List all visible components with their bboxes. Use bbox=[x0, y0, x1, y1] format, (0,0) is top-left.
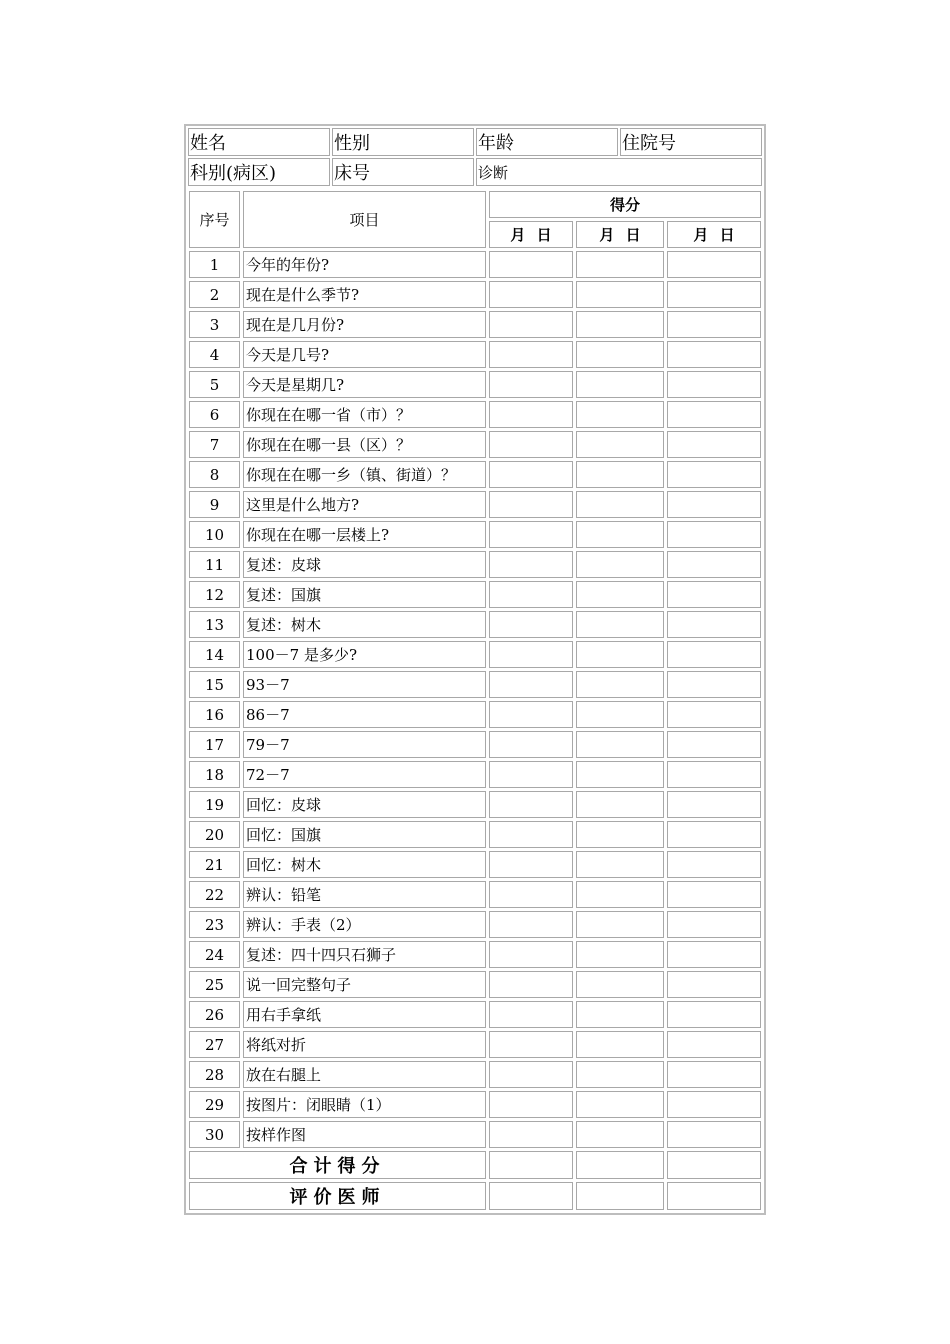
row-number: 6 bbox=[189, 401, 240, 428]
score-cell[interactable] bbox=[576, 1121, 664, 1148]
score-cell[interactable] bbox=[667, 761, 761, 788]
score-cell[interactable] bbox=[489, 491, 573, 518]
score-cell[interactable] bbox=[667, 1121, 761, 1148]
score-cell[interactable] bbox=[489, 581, 573, 608]
seq-header: 序号 bbox=[189, 191, 240, 248]
score-cell[interactable] bbox=[489, 311, 573, 338]
table-row bbox=[189, 551, 761, 578]
score-cell[interactable] bbox=[667, 251, 761, 278]
row-item: 今天是几号? bbox=[243, 341, 486, 368]
table-row bbox=[189, 911, 761, 938]
row-item: 用右手拿纸 bbox=[243, 1001, 486, 1028]
row-number: 3 bbox=[189, 311, 240, 338]
row-number: 22 bbox=[189, 881, 240, 908]
row-item: 回忆：树木 bbox=[243, 851, 486, 878]
score-cell[interactable] bbox=[576, 551, 664, 578]
score-cell[interactable] bbox=[576, 371, 664, 398]
score-cell[interactable] bbox=[489, 551, 573, 578]
row-number: 5 bbox=[189, 371, 240, 398]
row-item: 将纸对折 bbox=[243, 1031, 486, 1058]
row-item: 回忆：国旗 bbox=[243, 821, 486, 848]
score-cell[interactable] bbox=[489, 251, 573, 278]
score-cell[interactable] bbox=[489, 701, 573, 728]
table-row bbox=[189, 461, 761, 488]
row-item: 79－7 bbox=[243, 731, 486, 758]
row-number: 10 bbox=[189, 521, 240, 548]
score-cell[interactable] bbox=[667, 1031, 761, 1058]
row-item: 这里是什么地方? bbox=[243, 491, 486, 518]
row-number: 26 bbox=[189, 1001, 240, 1028]
score-cell[interactable] bbox=[576, 1031, 664, 1058]
score-cell[interactable] bbox=[576, 431, 664, 458]
item-header: 项目 bbox=[243, 191, 486, 248]
row-item: 86－7 bbox=[243, 701, 486, 728]
score-cell[interactable] bbox=[489, 1121, 573, 1148]
score-cell[interactable] bbox=[576, 491, 664, 518]
score-cell[interactable] bbox=[489, 941, 573, 968]
score-cell[interactable] bbox=[489, 791, 573, 818]
table-row bbox=[189, 701, 761, 728]
row-item: 今年的年份? bbox=[243, 251, 486, 278]
score-cell[interactable] bbox=[489, 641, 573, 668]
row-number: 13 bbox=[189, 611, 240, 638]
table-row bbox=[189, 251, 761, 278]
assessment-form bbox=[184, 124, 766, 1215]
score-cell[interactable] bbox=[576, 731, 664, 758]
row-number: 29 bbox=[189, 1091, 240, 1118]
score-cell[interactable] bbox=[576, 851, 664, 878]
row-item: 复述：树木 bbox=[243, 611, 486, 638]
score-cell[interactable] bbox=[667, 1182, 761, 1210]
score-cell[interactable] bbox=[667, 911, 761, 938]
score-cell[interactable] bbox=[667, 641, 761, 668]
score-table bbox=[186, 188, 764, 1213]
score-cell[interactable] bbox=[489, 1182, 573, 1210]
score-cell[interactable] bbox=[576, 251, 664, 278]
score-cell[interactable] bbox=[667, 1151, 761, 1179]
score-cell[interactable] bbox=[576, 611, 664, 638]
table-row bbox=[189, 431, 761, 458]
row-item: 按图片：闭眼睛（1） bbox=[243, 1091, 486, 1118]
score-cell[interactable] bbox=[489, 431, 573, 458]
score-cell[interactable] bbox=[489, 881, 573, 908]
table-row bbox=[189, 281, 761, 308]
patient-info-table bbox=[186, 126, 764, 188]
row-number: 28 bbox=[189, 1061, 240, 1088]
score-cell[interactable] bbox=[576, 821, 664, 848]
table-row bbox=[189, 491, 761, 518]
score-cell[interactable] bbox=[489, 611, 573, 638]
table-row bbox=[189, 1061, 761, 1088]
row-number: 24 bbox=[189, 941, 240, 968]
row-number: 21 bbox=[189, 851, 240, 878]
score-cell[interactable] bbox=[576, 1182, 664, 1210]
score-cell[interactable] bbox=[576, 401, 664, 428]
table-row bbox=[189, 371, 761, 398]
score-cell[interactable] bbox=[489, 401, 573, 428]
admission-no-label: 住院号 bbox=[620, 128, 762, 156]
row-number: 18 bbox=[189, 761, 240, 788]
row-number: 20 bbox=[189, 821, 240, 848]
row-item: 你现在在哪一乡（镇、街道）？ bbox=[243, 461, 486, 488]
row-number: 7 bbox=[189, 431, 240, 458]
score-cell[interactable] bbox=[489, 1091, 573, 1118]
score-cell[interactable] bbox=[489, 1001, 573, 1028]
row-item: 复述：皮球 bbox=[243, 551, 486, 578]
score-cell[interactable] bbox=[667, 881, 761, 908]
row-item: 今天是星期几? bbox=[243, 371, 486, 398]
row-item: 现在是几月份? bbox=[243, 311, 486, 338]
score-cell[interactable] bbox=[667, 1061, 761, 1088]
row-number: 4 bbox=[189, 341, 240, 368]
score-cell[interactable] bbox=[489, 341, 573, 368]
table-row bbox=[189, 401, 761, 428]
score-header: 得分 bbox=[489, 191, 761, 218]
score-cell[interactable] bbox=[667, 461, 761, 488]
table-row bbox=[189, 821, 761, 848]
row-item: 你现在在哪一层楼上? bbox=[243, 521, 486, 548]
score-cell[interactable] bbox=[489, 1031, 573, 1058]
score-cell[interactable] bbox=[489, 671, 573, 698]
row-item: 你现在在哪一省（市）？ bbox=[243, 401, 486, 428]
score-cell[interactable] bbox=[667, 551, 761, 578]
score-cell[interactable] bbox=[667, 851, 761, 878]
row-item: 放在右腿上 bbox=[243, 1061, 486, 1088]
row-number: 27 bbox=[189, 1031, 240, 1058]
score-cell[interactable] bbox=[576, 1091, 664, 1118]
row-item: 你现在在哪一县（区）？ bbox=[243, 431, 486, 458]
score-cell[interactable] bbox=[667, 1001, 761, 1028]
row-item: 复述：国旗 bbox=[243, 581, 486, 608]
score-cell[interactable] bbox=[667, 791, 761, 818]
evaluating-doctor-label: 评价医师 bbox=[189, 1182, 486, 1210]
score-cell[interactable] bbox=[576, 641, 664, 668]
table-row bbox=[189, 731, 761, 758]
bed-no-label: 床号 bbox=[332, 158, 474, 186]
score-cell[interactable] bbox=[489, 971, 573, 998]
table-row bbox=[189, 1001, 761, 1028]
score-cell[interactable] bbox=[576, 701, 664, 728]
score-cell[interactable] bbox=[667, 971, 761, 998]
row-item: 72－7 bbox=[243, 761, 486, 788]
score-cell[interactable] bbox=[489, 821, 573, 848]
score-cell[interactable] bbox=[667, 431, 761, 458]
table-row bbox=[189, 641, 761, 668]
table-row bbox=[189, 671, 761, 698]
score-cell[interactable] bbox=[576, 881, 664, 908]
date-header-2: 月 日 bbox=[576, 221, 664, 248]
score-cell[interactable] bbox=[576, 941, 664, 968]
score-cell[interactable] bbox=[667, 701, 761, 728]
row-number: 16 bbox=[189, 701, 240, 728]
table-row bbox=[189, 1031, 761, 1058]
table-row bbox=[189, 761, 761, 788]
score-cell[interactable] bbox=[576, 521, 664, 548]
table-row bbox=[189, 581, 761, 608]
date-header-3: 月 日 bbox=[667, 221, 761, 248]
row-item: 回忆：皮球 bbox=[243, 791, 486, 818]
score-cell[interactable] bbox=[489, 1061, 573, 1088]
table-row bbox=[189, 341, 761, 368]
age-label: 年龄 bbox=[476, 128, 618, 156]
row-item: 辨认：铅笔 bbox=[243, 881, 486, 908]
table-row bbox=[189, 941, 761, 968]
score-cell[interactable] bbox=[667, 731, 761, 758]
score-cell[interactable] bbox=[576, 911, 664, 938]
score-cell[interactable] bbox=[576, 791, 664, 818]
score-cell[interactable] bbox=[576, 671, 664, 698]
total-score-label: 合计得分 bbox=[189, 1151, 486, 1179]
score-cell[interactable] bbox=[667, 581, 761, 608]
row-item: 100－7 是多少? bbox=[243, 641, 486, 668]
table-row bbox=[189, 971, 761, 998]
table-row bbox=[189, 791, 761, 818]
score-cell[interactable] bbox=[667, 401, 761, 428]
table-row bbox=[189, 1091, 761, 1118]
score-cell[interactable] bbox=[667, 341, 761, 368]
score-cell[interactable] bbox=[667, 671, 761, 698]
name-label: 姓名 bbox=[188, 128, 330, 156]
row-number: 1 bbox=[189, 251, 240, 278]
score-cell[interactable] bbox=[489, 461, 573, 488]
score-cell[interactable] bbox=[576, 461, 664, 488]
row-item: 辨认：手表（2） bbox=[243, 911, 486, 938]
table-row bbox=[189, 1121, 761, 1148]
row-item: 按样作图 bbox=[243, 1121, 486, 1148]
score-cell[interactable] bbox=[667, 491, 761, 518]
table-row bbox=[189, 851, 761, 878]
score-cell[interactable] bbox=[576, 341, 664, 368]
date-header-1: 月 日 bbox=[489, 221, 573, 248]
row-item: 现在是什么季节? bbox=[243, 281, 486, 308]
table-row bbox=[189, 611, 761, 638]
score-cell[interactable] bbox=[576, 971, 664, 998]
score-rows bbox=[189, 251, 761, 1148]
score-cell[interactable] bbox=[489, 281, 573, 308]
row-number: 14 bbox=[189, 641, 240, 668]
row-number: 19 bbox=[189, 791, 240, 818]
score-cell[interactable] bbox=[489, 911, 573, 938]
score-cell[interactable] bbox=[667, 371, 761, 398]
table-row bbox=[189, 521, 761, 548]
row-number: 25 bbox=[189, 971, 240, 998]
table-row bbox=[189, 311, 761, 338]
score-cell[interactable] bbox=[667, 821, 761, 848]
score-cell[interactable] bbox=[667, 521, 761, 548]
score-cell[interactable] bbox=[667, 311, 761, 338]
score-cell[interactable] bbox=[576, 1061, 664, 1088]
score-cell[interactable] bbox=[576, 1001, 664, 1028]
score-cell[interactable] bbox=[576, 281, 664, 308]
row-number: 12 bbox=[189, 581, 240, 608]
score-cell[interactable] bbox=[667, 611, 761, 638]
row-number: 11 bbox=[189, 551, 240, 578]
row-item: 说一回完整句子 bbox=[243, 971, 486, 998]
row-item: 93－7 bbox=[243, 671, 486, 698]
department-label: 科别(病区) bbox=[188, 158, 330, 186]
score-cell[interactable] bbox=[667, 941, 761, 968]
gender-label: 性别 bbox=[332, 128, 474, 156]
row-number: 2 bbox=[189, 281, 240, 308]
score-cell[interactable] bbox=[576, 311, 664, 338]
score-cell[interactable] bbox=[489, 371, 573, 398]
score-cell[interactable] bbox=[576, 761, 664, 788]
row-number: 9 bbox=[189, 491, 240, 518]
score-cell[interactable] bbox=[667, 281, 761, 308]
row-number: 23 bbox=[189, 911, 240, 938]
score-cell[interactable] bbox=[576, 581, 664, 608]
score-cell[interactable] bbox=[489, 731, 573, 758]
score-cell[interactable] bbox=[576, 1151, 664, 1179]
row-number: 17 bbox=[189, 731, 240, 758]
score-cell[interactable] bbox=[489, 761, 573, 788]
row-number: 15 bbox=[189, 671, 240, 698]
score-cell[interactable] bbox=[489, 1151, 573, 1179]
diagnosis-label: 诊断 bbox=[476, 158, 762, 186]
row-item: 复述：四十四只石狮子 bbox=[243, 941, 486, 968]
table-row bbox=[189, 881, 761, 908]
score-cell[interactable] bbox=[667, 1091, 761, 1118]
row-number: 30 bbox=[189, 1121, 240, 1148]
row-number: 8 bbox=[189, 461, 240, 488]
score-cell[interactable] bbox=[489, 851, 573, 878]
score-cell[interactable] bbox=[489, 521, 573, 548]
